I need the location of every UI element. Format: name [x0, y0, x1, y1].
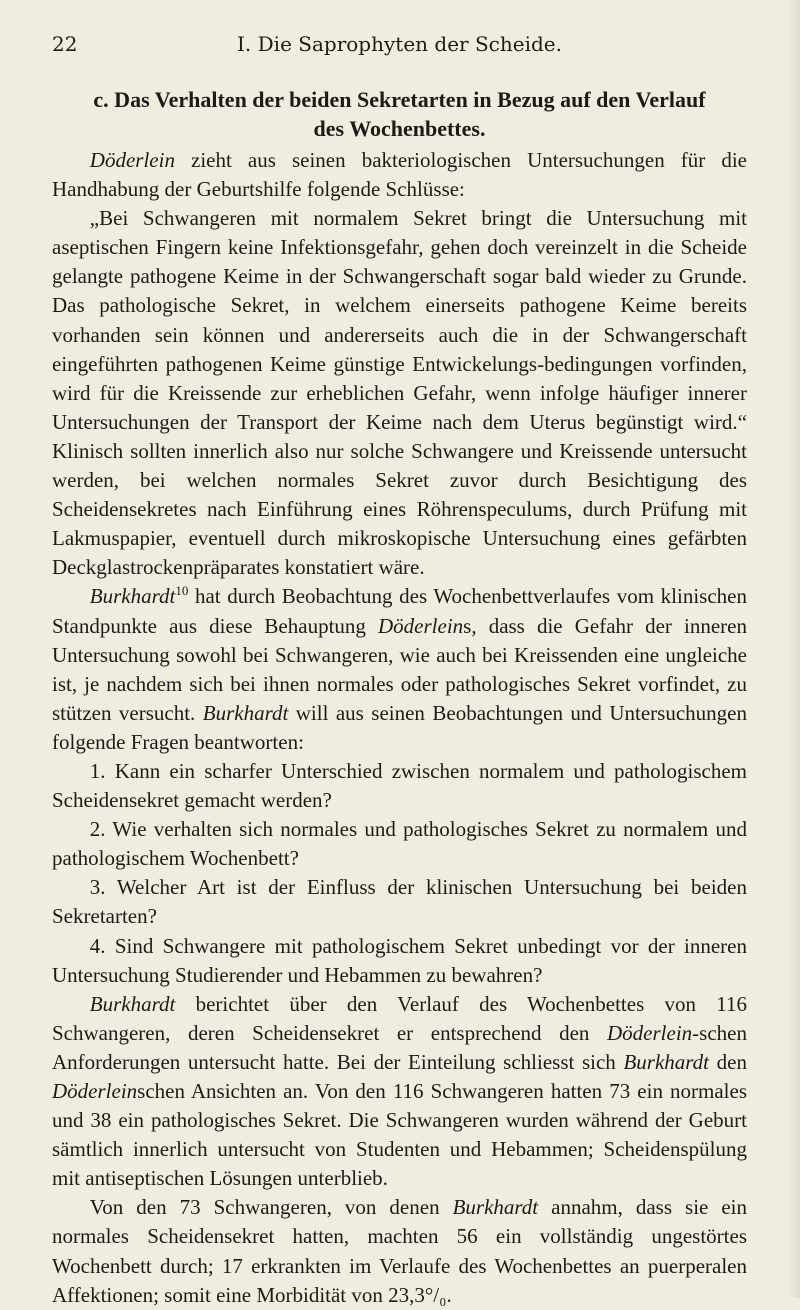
page-number: 22	[52, 32, 78, 56]
paragraph-text: den	[709, 1049, 747, 1074]
question-1: 1. Kann ein scharfer Unterschied zwischen normalem und pathologischem Scheidensekret gemacht werden?	[52, 758, 747, 813]
author-name: Burkhardt	[202, 700, 289, 725]
author-name: Burkhardt	[89, 991, 176, 1016]
paragraph-text: s, dass die Gefahr der inneren Untersuchung sowohl bei Schwangeren, wie auch bei Kreissenden eine ungleiche ist, je nachdem sich bei ihnen normales oder pathologisches Sekret vorfindet, zu stützen versucht.	[52, 613, 747, 725]
question-4: 4. Sind Schwangere mit pathologischem Sekret unbedingt vor der inneren Untersuchung Studierender und Hebammen zu bewahren?	[52, 933, 747, 987]
paragraph-4	[52, 990, 747, 1194]
author-name: Döderlein-	[607, 1020, 700, 1045]
paragraph-text: hat durch Beobachtung des Wochenbettverlaufes vom klinischen Standpunkte aus diese Behauptung	[52, 584, 747, 638]
footnote-ref: 10	[175, 583, 189, 599]
author-name: Döderlein	[89, 148, 175, 172]
paragraph-3	[52, 582, 747, 757]
page-header	[52, 30, 747, 58]
question-2: 2. Wie verhalten sich normales und pathologisches Sekret zu normalem und pathologischem Wochenbett?	[52, 817, 747, 871]
paragraph-1	[52, 146, 747, 204]
section-heading: c. Das Verhalten der beiden Sekretarten in Bezug auf den Verlauf des Wochenbettes.	[93, 87, 706, 141]
page-body	[52, 85, 747, 1310]
paragraph-text: berichtet über den Verlauf des Wochenbettes von 116 Schwangeren, deren Scheidensekret er entsprechend den	[52, 991, 747, 1045]
paragraph-quote: „Bei Schwangeren mit normalem Sekret bringt die Untersuchung mit aseptischen Fingern keine Infektionsgefahr, gehen doch vereinzelt in die Scheide gelangte pathogene Keime in der Schwangerschaft sogar bald wieder zu Grunde. Das pathologische Sekret, in welchem einerseits pathogene Keime bereits vorhanden sein können und andererseits auch die in der Schwangerschaft eingeführten pathogenen Keime günstige Entwickelungs-bedingungen vorfinden, wird für die Kreissende zur erheblichen Gefahr, wenn infolge häufiger innerer Untersuchungen der Transport der Keime nach dem Uterus begünstigt wird.“ Klinisch sollten innerlich also nur solche Schwangere und Kreissende untersucht werden, bei welchen normales Sekret zuvor durch Besichtigung des Scheidensekretes nach Einführung eines Röhrenspeculums, durch Prüfung mit Lakmuspapier, eventuell durch mikroskopische Untersuchung eines gefärbten Deckglastrockenpräparates konstatiert wäre.	[52, 206, 747, 580]
paragraph-text: will aus seinen Beobachtungen und Untersuchungen folgende Fragen beantworten:	[52, 700, 747, 754]
question-3: 3. Welcher Art ist der Einfluss der klinischen Untersuchung bei beiden Sekretarten?	[52, 875, 747, 929]
running-title: I. Die Saprophyten der Scheide.	[237, 32, 562, 56]
paragraph-5	[52, 1193, 747, 1309]
paragraph-text: Von den 73 Schwangeren, von denen	[89, 1195, 453, 1220]
paragraph-text: schen Anforderungen untersucht hatte. Bei der Einteilung schliesst sich	[52, 1020, 747, 1074]
paragraph-text: schen Ansichten an. Von den 116 Schwangeren hatten 73 ein normales und 38 ein pathologisches Sekret. Die Schwangeren wurden während der Geburt sämtlich innerlich untersucht von Studenten und Hebammen; Scheidenspülung mit antiseptischen Lösungen unterblieb.	[52, 1079, 747, 1191]
author-name: Döderlein	[378, 613, 464, 638]
author-name: Burkhardt	[623, 1049, 710, 1074]
author-name: Burkhardt	[452, 1195, 539, 1220]
page-edge-shadow	[788, 0, 800, 1298]
paragraph-text: zieht aus seinen bakteriologischen Untersuchungen für die Handhabung der Geburtshilfe folgende Schlüsse:	[52, 148, 747, 202]
paragraph-text: annahm, dass sie ein normales Scheidensekret hatten, machten 56 ein vollständig ungestörtes Wochenbett durch; 17 erkrankten im Verlaufe des Wochenbettes an puerperalen Affektionen; somit eine Morbidität von 23,3°/₀.	[52, 1195, 748, 1307]
author-name: Döderlein	[52, 1079, 138, 1103]
author-name: Burkhardt	[89, 584, 176, 609]
